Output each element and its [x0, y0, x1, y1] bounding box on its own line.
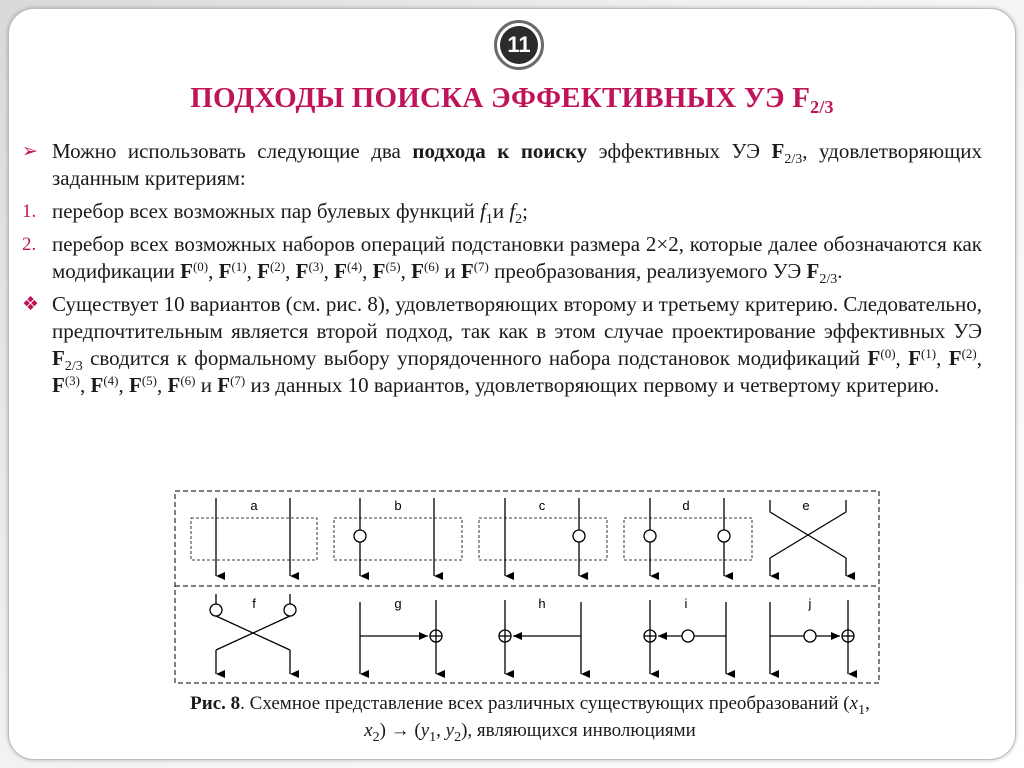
bullet2-mod-sep6: и [195, 373, 218, 397]
list-item-2 [22, 231, 982, 285]
diamond-bullet-icon: ❖ [22, 294, 40, 315]
bullet2-text3: из данных 10 вариантов, удовлетворяющих первому и четвертому критерию. [250, 373, 940, 397]
bullet2-mod-F5: F [129, 373, 142, 397]
item2-mod-sep6: и [439, 259, 461, 283]
box-b [334, 518, 462, 560]
bullet1-bold: подхода к поиску [412, 139, 588, 163]
item2-modifications [180, 259, 494, 283]
diagram-label-e: e [802, 498, 810, 513]
item2-mod-sep1: , [246, 259, 258, 283]
bullet2-mod-sep1: , [936, 346, 949, 370]
item2-mod-F0-sup: (0) [192, 259, 209, 274]
bullet2-mod-F7-sup: (7) [230, 373, 246, 388]
bullet2-mod-sep4: , [118, 373, 129, 397]
slide-number-badge [494, 20, 544, 70]
bullet2-mod-F3-sup: (3) [64, 373, 80, 388]
caption-comma: , [865, 693, 870, 714]
bullet2-mod-F4-sup: (4) [103, 373, 119, 388]
item2-text2: преобразования, реализуемого УЭ [494, 259, 807, 283]
item1-end: ; [522, 199, 528, 223]
item2-mod-sep3: , [323, 259, 335, 283]
item2-mod-F5: F [372, 259, 386, 283]
bullet2-text: Существует 10 вариантов (см. рис. 8), удовлетворяющих второму и третьему критерию. Следовательно, предпочтительным является второй подход, так как в этом случае проектирование эффективных УЭ [52, 292, 982, 343]
caption-y1: y [420, 720, 430, 741]
caption-x1-sub: 1 [858, 703, 866, 718]
item2-mod-F0: F [180, 259, 193, 283]
item2-end: . [837, 259, 843, 283]
item2-mod-F3-sup: (3) [308, 259, 324, 274]
item2-mod-F6-sup: (6) [423, 259, 440, 274]
box-a [191, 518, 317, 560]
item1-f2-sub: 2 [515, 212, 523, 227]
bullet-approaches [22, 138, 982, 192]
node-b [354, 530, 366, 542]
caption-text2: ), являющихся инволюциями [461, 720, 696, 741]
item2-F: F [806, 259, 820, 283]
diagram-label-i: i [684, 596, 688, 611]
bullet2-mod-F6: F [167, 373, 181, 397]
bullet2-mod-sep3: , [80, 373, 91, 397]
title-main: ПОДХОДЫ ПОИСКА ЭФФЕКТИВНЫХ УЭ F [190, 82, 811, 114]
item1-text: перебор всех возможных пар булевых функций [52, 199, 480, 223]
item2-mod-F4-sup: (4) [346, 259, 363, 274]
node-c [573, 530, 585, 542]
item2-mod-F2: F [257, 259, 270, 283]
node-f-left [210, 604, 222, 616]
node-d-left [644, 530, 656, 542]
arrow-bullet-icon: ➢ [22, 141, 38, 162]
diagram-label-h: h [538, 596, 546, 611]
bullet2-mod-F6-sup: (6) [180, 373, 196, 388]
box-d [624, 518, 752, 560]
item2-mod-F5-sup: (5) [385, 259, 401, 274]
bullet2-mod-sep0: , [895, 346, 909, 370]
item2-text: перебор всех возможных наборов операций подстановки размера 2×2, которые далее обозначаются как модификации [52, 232, 982, 283]
bullet1-text3: , удовлетворяющих заданным критериям: [52, 139, 982, 190]
item2-mod-sep5: , [400, 259, 412, 283]
node-i [682, 630, 694, 642]
node-j [804, 630, 816, 642]
item2-mod-F1: F [218, 259, 232, 283]
item2-number: 2. [22, 234, 37, 255]
item2-mod-sep0: , [208, 259, 219, 283]
bullet2-mod-F5-sup: (5) [141, 373, 157, 388]
item2-F-sub: 2/3 [819, 272, 838, 287]
item2-mod-sep4: , [362, 259, 373, 283]
bullet2-mod-F3: F [52, 373, 65, 397]
slide-number: 11 [500, 26, 538, 64]
item1-f1-sub: 1 [485, 212, 493, 227]
title-subscript: 2/3 [810, 97, 834, 117]
caption-text: . Схемное представление всех различных существующих преобразований ( [240, 693, 850, 714]
bullet2-mod-F0: F [867, 346, 881, 370]
bullet2-mod-F7: F [217, 373, 231, 397]
box-c [479, 518, 607, 560]
diagram-label-c: c [538, 498, 546, 513]
diagram-label-b: b [394, 498, 402, 513]
item2-mod-F4: F [334, 259, 347, 283]
bullet2-mod-sep5: , [157, 373, 168, 397]
bullet2-mod-F4: F [90, 373, 104, 397]
bullet2-F-sub: 2/3 [64, 359, 83, 374]
substitution-diagrams [174, 490, 880, 684]
caption-x1: x [849, 693, 859, 714]
caption-comma-2: , [436, 720, 446, 741]
caption-x2-sub: 2 [372, 730, 380, 745]
diagram-label-j: j [808, 596, 812, 611]
slide-content [22, 138, 982, 405]
caption-y2-sub: 2 [454, 730, 462, 745]
bullet1-text: Можно использовать следующие два [52, 139, 413, 163]
figure-frame [175, 491, 879, 683]
list-item-1 [22, 198, 982, 225]
bullet1-F-sub: 2/3 [784, 152, 803, 167]
item2-mod-F2-sup: (2) [269, 259, 286, 274]
slide-title [0, 82, 1024, 118]
bullet2-mod-F1-sup: (1) [920, 346, 937, 361]
bullet2-mod-F1: F [908, 346, 921, 370]
item2-mod-F7: F [460, 259, 474, 283]
item1-mid: и [492, 199, 510, 223]
bullet2-mod-F2-sup: (2) [961, 346, 977, 361]
diagram-label-a: a [250, 498, 258, 513]
node-d-right [718, 530, 730, 542]
item1-number: 1. [22, 201, 37, 222]
item2-mod-F7-sup: (7) [473, 259, 489, 274]
figure-8 [174, 490, 880, 684]
item2-mod-F3: F [295, 259, 309, 283]
bullet-variants [22, 291, 982, 399]
caption-y2: y [445, 720, 455, 741]
diagram-label-d: d [682, 498, 690, 513]
bullet1-text2: эффективных УЭ [587, 139, 772, 163]
caption-x2: x [364, 720, 373, 741]
bullet2-text2: сводится к формальному выбору упорядоченного набора подстановок модификаций [82, 346, 868, 370]
bullet2-mod-sep2: , [976, 346, 982, 370]
bullet2-mod-F2: F [948, 346, 962, 370]
diagram-label-g: g [394, 596, 402, 611]
figure-caption [180, 690, 880, 744]
caption-arrow: ) → ( [379, 720, 421, 741]
item2-mod-F1-sup: (1) [231, 259, 247, 274]
bullet1-F: F [771, 139, 785, 163]
caption-figure-number: Рис. 8 [190, 693, 241, 714]
item2-mod-sep2: , [285, 259, 296, 283]
caption-y1-sub: 1 [429, 730, 437, 745]
node-f-right [284, 604, 296, 616]
diagram-label-f: f [252, 596, 256, 611]
item2-mod-F6: F [411, 259, 424, 283]
item1-f2: f [509, 199, 516, 223]
bullet2-F: F [52, 346, 65, 370]
item1-f1: f [479, 199, 486, 223]
bullet2-mod-F0-sup: (0) [880, 346, 896, 361]
